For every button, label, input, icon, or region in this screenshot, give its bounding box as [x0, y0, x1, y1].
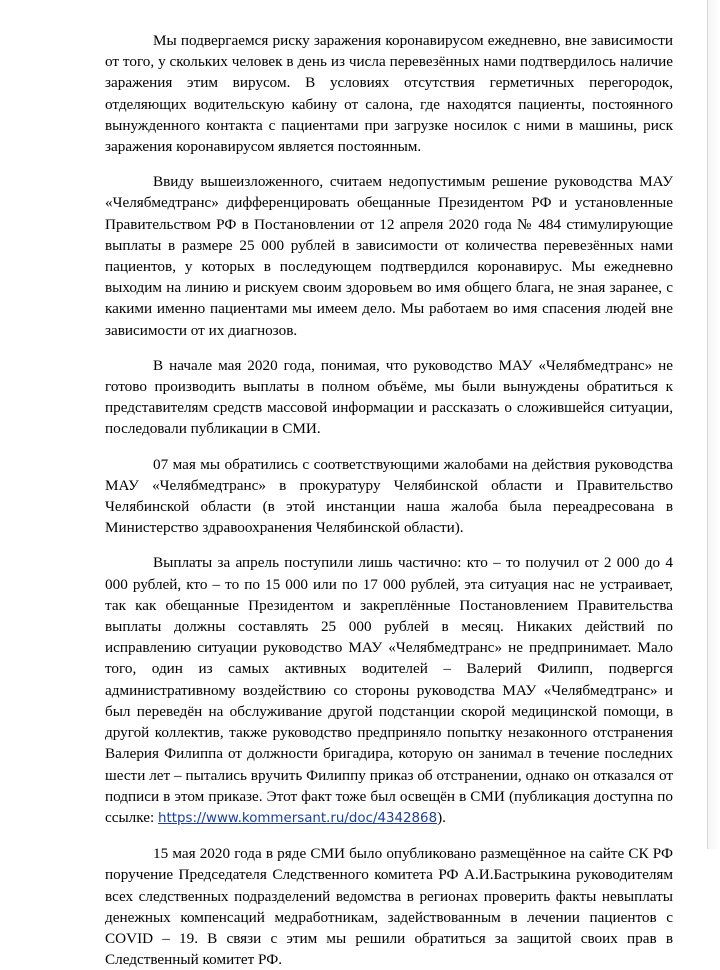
- paragraph-3: В начале мая 2020 года, понимая, что руководство МАУ «Челябмедтранс» не готово производить выплаты в полном объёме, мы были вынуждены обратиться к представителям средств массовой информации и рассказать о сложившейся ситуации, последовали публикации в СМИ.: [105, 356, 673, 438]
- paragraph-6: 15 мая 2020 года в ряде СМИ было опубликовано размещённое на сайте СК РФ поручение Председателя Следственного комитета РФ А.И.Бастрыкина руководителям всех следственных подразделений ведомства в регионах проверить факты невыплаты денежных компенсаций медработникам, задействованным в лечении пациентов с COVID – 19. В связи с этим мы решили обратиться за защитой своих прав в Следственный комитет РФ.: [105, 845, 673, 969]
- kommersant-source-link[interactable]: https://www.kommersant.ru/doc/4342868: [158, 810, 438, 826]
- paragraph-1: Мы подвергаемся риску заражения коронавирусом ежедневно, вне зависимости от того, у скольких человек в день из числа перевезённых нами подтвердилось наличие заражения этим вирусом. В условиях отсутствия герметичных перегородок, отделяющих водительскую кабину от салона, где находятся пациенты, постоянного вынужденного контакта с пациентами при загрузке носилок с ними в машины, риск заражения коронавирусом является постоянным.: [105, 32, 673, 156]
- paragraph-5: [105, 552, 673, 829]
- paragraph-5-text: Выплаты за апрель поступили лишь частично: кто – то получил от 2 000 до 4 000 рублей, кто – то по 15 000 или по 17 000 рублей, эта ситуация нас не устраивает, так как обещанные Президентом и закреплённые Постановлением Правительства выплаты должны составлять 25 000 рублей в месяц. Никаких действий по исправлению ситуации руководство МАУ «Челябмедтранс» не предпринимает. Мало того, один из самых активных водителей – Валерий Филипп, подвергся административному воздействию со стороны руководства МАУ «Челябмедтранс» и был переведён на обслуживание другой подстанции скорой медицинской помощи, в другой коллектив, также руководство предприняло попытку незаконного отстранения Валерия Филиппа от должности бригадира, которую он занимал в течение последних шести лет – пытались вручить Филиппу приказ об отстранении, однако он отказался от подписи в этом приказе. Этот факт тоже был освещён в СМИ (публикация доступна по ссылке:: [105, 554, 673, 826]
- document-page: [105, 0, 673, 969]
- paragraph-5-text-after-link: ).: [437, 808, 446, 826]
- paragraph-4: 07 мая мы обратились с соответствующими жалобами на действия руководства МАУ «Челябмедтранс» в прокуратуру Челябинской области и Правительство Челябинской области (в этой инстанции наша жалоба была переадресована в Министерство здравоохранения Челябинской области).: [105, 455, 673, 537]
- document-body: [105, 0, 673, 970]
- page-edge-rule: [707, 0, 708, 849]
- page-right-gradient: [708, 0, 720, 849]
- paragraph-2: Ввиду вышеизложенного, считаем недопустимым решение руководства МАУ «Челябмедтранс» дифференцировать обещанные Президентом РФ и установленные Правительством РФ в Постановлении от 12 апреля 2020 года № 484 стимулирующие выплаты в размере 25 000 рублей в зависимости от количества перевезённых нами пациентов, у которых в последующем подтвердился коронавирус. Мы ежедневно выходим на линию и рискуем своим здоровьем во имя общего блага, не зная заранее, с какими именно пациентами мы имеем дело. Мы работаем во имя спасения людей вне зависимости от их диагнозов.: [105, 173, 673, 339]
